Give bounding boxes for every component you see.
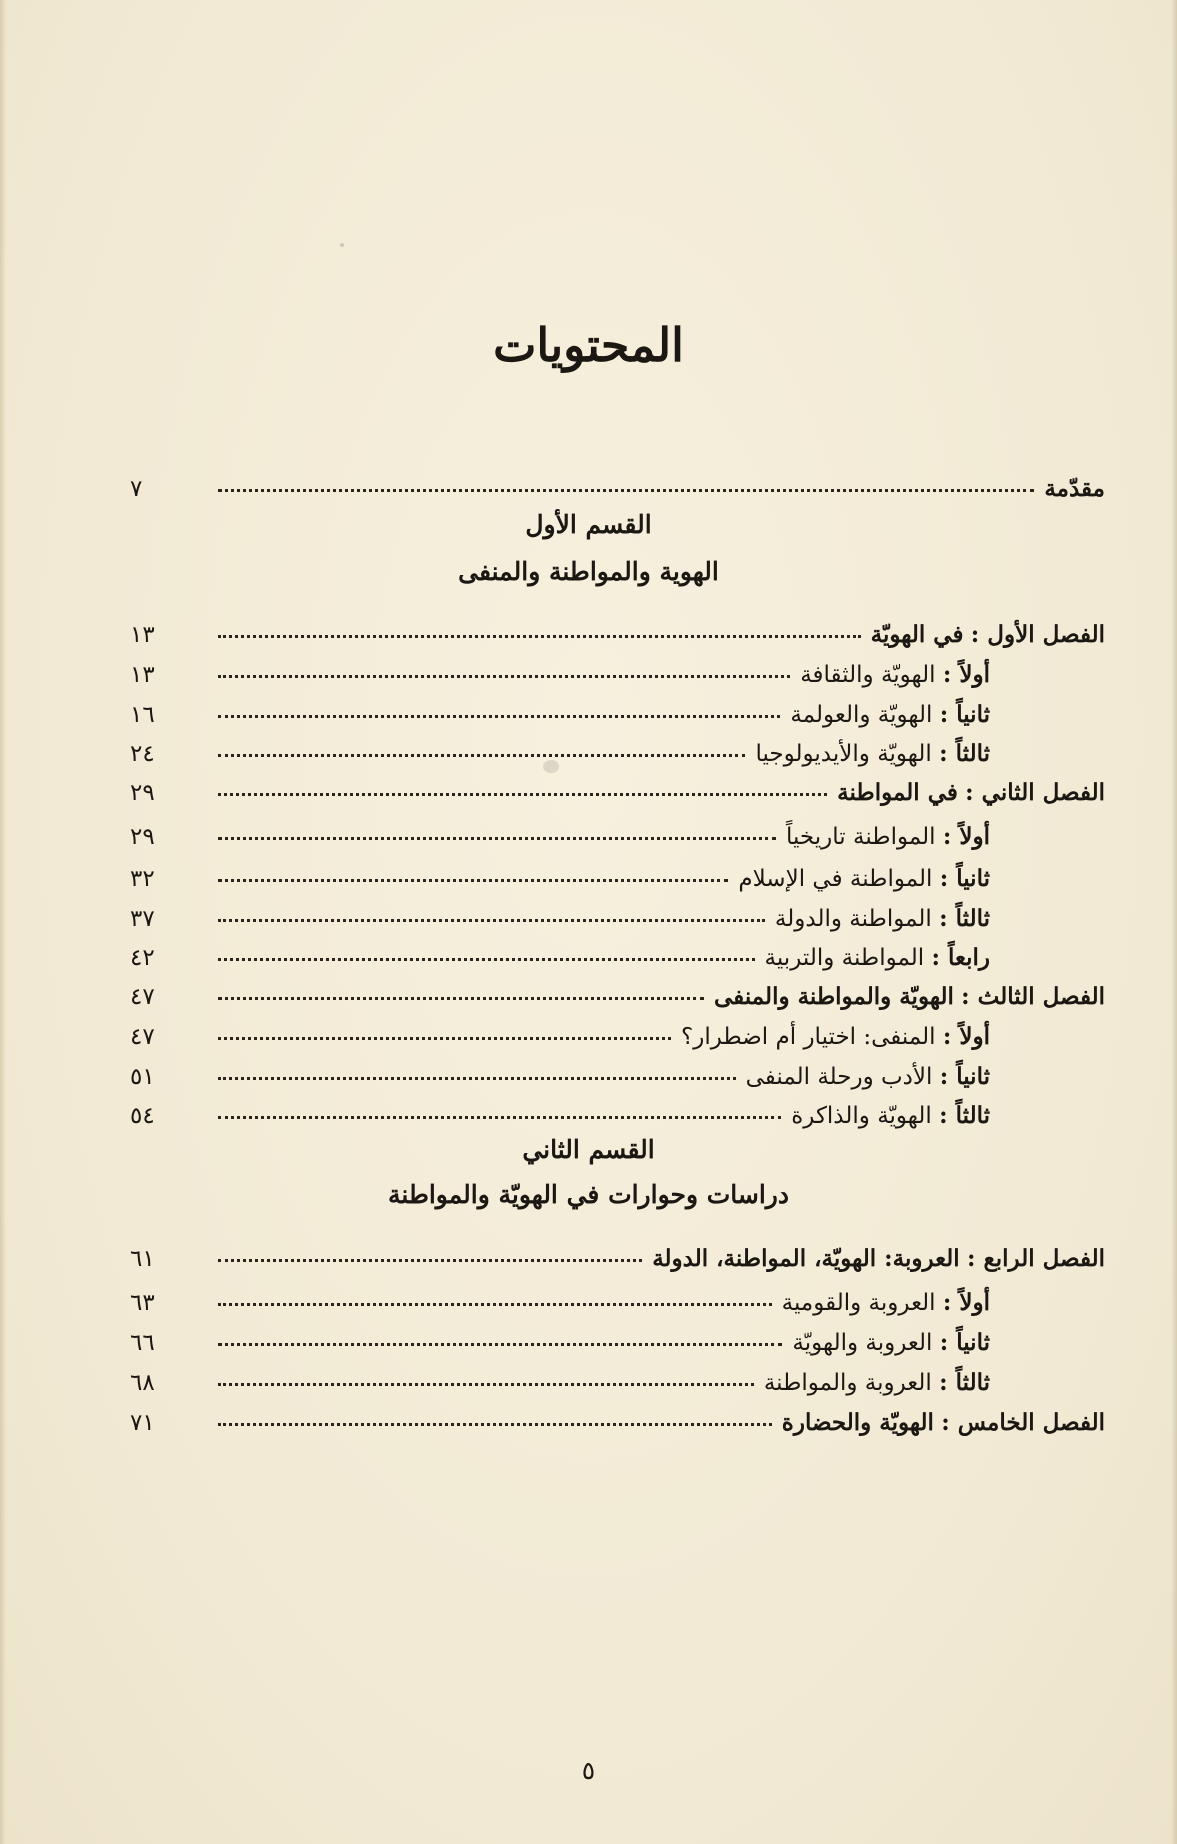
toc-entry-lead: الفصل الأول : (970, 621, 1105, 648)
toc-page-number: ٤٧ (130, 1024, 155, 1050)
toc-entry-lead: رابعاً : (931, 944, 990, 971)
toc-page-number: ٧١ (130, 1410, 155, 1436)
toc-entry-lead: ثانياً : (939, 865, 990, 892)
toc-entry-title: الهويّة والحضارة (781, 1409, 934, 1436)
toc-entry-title: الهويّة والذاكرة (791, 1103, 932, 1129)
toc-entry-lead: ثانياً : (939, 1329, 990, 1356)
toc-entry-title: الهويّة والعولمة (790, 702, 933, 728)
dot-leader (218, 792, 827, 796)
toc-entry-title: في المواطنة (837, 779, 958, 806)
toc-page-number: ٦٨ (130, 1370, 155, 1396)
dot-leader (218, 957, 755, 961)
toc-row-section[interactable] (130, 1276, 990, 1316)
toc-page-number: ٧ (130, 476, 143, 502)
toc-entry-title: الهويّة والأيديولوجيا (755, 741, 932, 767)
toc-page-number: ١٦ (130, 702, 155, 728)
toc-entry-lead: الفصل الثالث : (961, 983, 1105, 1010)
toc-row-section[interactable] (130, 1316, 990, 1356)
toc-row-intro[interactable] (130, 462, 1105, 502)
dot-leader (218, 1342, 782, 1346)
toc-entry-title: العروبة والقومية (781, 1290, 936, 1316)
toc-entry-text (681, 1023, 990, 1050)
page-title: المحتويات (493, 318, 684, 372)
toc-row-section[interactable] (130, 852, 990, 892)
toc-entry-lead: أولاً : (942, 1023, 990, 1050)
page-edge-left (0, 0, 6, 1844)
toc-entry-lead: ثالثاً : (939, 740, 990, 767)
toc-page-number: ٢٩ (130, 780, 155, 806)
toc-row-section[interactable] (130, 688, 990, 728)
dot-leader (218, 488, 1034, 492)
toc-entry-text (790, 701, 990, 728)
toc-entry-text (782, 1289, 990, 1316)
toc-entry-text (652, 1245, 1105, 1272)
dot-leader (218, 1036, 671, 1040)
dot-leader (218, 714, 780, 718)
toc-page-number: ٤٢ (130, 945, 155, 971)
toc-entry-title: الهويّة والثقافة (800, 662, 936, 688)
toc-row-section[interactable] (130, 727, 990, 767)
toc-entry-lead: ثالثاً : (939, 905, 990, 932)
toc-row-section[interactable] (130, 1356, 990, 1396)
toc-row-section[interactable] (130, 810, 990, 850)
toc-entry-lead: أولاً : (942, 661, 990, 688)
toc-page-number: ٦٦ (130, 1330, 155, 1356)
dot-leader (218, 1076, 736, 1080)
toc-entry-title: الأدب ورحلة المنفى (745, 1064, 933, 1090)
toc-entry-title: الهويّة والمواطنة والمنفى (714, 983, 954, 1010)
toc-entry-title: المواطنة تاريخياً (785, 824, 936, 850)
toc-entry-lead: ثالثاً : (939, 1369, 990, 1396)
toc-entry-text (746, 1063, 990, 1090)
dot-leader (218, 753, 745, 757)
toc-entry-lead: الفصل الثاني : (965, 779, 1105, 806)
toc-page-number: ١٣ (130, 622, 155, 648)
toc-entry-text (800, 661, 990, 688)
part-two-heading: القسم الثاني (522, 1135, 655, 1164)
toc-entry-title: المنفى: اختيار أم اضطرار؟ (681, 1024, 936, 1050)
paper-speck (340, 243, 344, 247)
toc-entry-lead: ثالثاً : (939, 1102, 990, 1129)
toc-entry-title: المواطنة والدولة (774, 906, 932, 932)
toc-entry-title: العروبة والمواطنة (763, 1370, 932, 1396)
toc-entry-title: المواطنة والتربية (764, 945, 925, 971)
toc-entry-lead: ثانياً : (939, 1063, 990, 1090)
part-one-heading: القسم الأول (525, 510, 652, 539)
toc-page-number: ١٣ (130, 662, 155, 688)
toc-entry-lead: أولاً : (942, 1289, 990, 1316)
toc-entry-text (786, 823, 990, 850)
toc-row-chapter[interactable] (130, 608, 1105, 648)
toc-page-number: ٣٧ (130, 906, 155, 932)
part-two-subtitle: دراسات وحوارات في الهويّة والمواطنة (388, 1180, 789, 1209)
dot-leader (218, 918, 765, 922)
toc-page-number: ٦١ (130, 1246, 155, 1272)
toc-page-number: ٣٢ (130, 866, 155, 892)
dot-leader (218, 674, 790, 678)
toc-row-section[interactable] (130, 1089, 990, 1129)
toc-page-number: ٢٩ (130, 824, 155, 850)
part-one-subtitle: الهوية والمواطنة والمنفى (458, 557, 719, 586)
toc-entry-text (714, 983, 1105, 1010)
toc-entry-text (791, 1102, 990, 1129)
toc-entry-text (871, 621, 1105, 648)
toc-entry-title: العروبة: الهويّة، المواطنة، الدولة (652, 1245, 960, 1272)
toc-page-number: ٥١ (130, 1064, 155, 1090)
dot-leader (218, 1382, 754, 1386)
page-number-footer: ٥ (581, 1756, 596, 1785)
toc-entry-text (782, 1409, 1105, 1436)
toc-row-section[interactable] (130, 931, 990, 971)
toc-entry-lead: ثانياً : (939, 701, 990, 728)
toc-entry-text (837, 779, 1105, 806)
toc-page-number: ٥٤ (130, 1103, 155, 1129)
toc-entry-title: العروبة والهويّة (792, 1330, 933, 1356)
toc-row-section[interactable] (130, 1010, 990, 1050)
toc-entry-lead: الفصل الرابع : (966, 1245, 1105, 1272)
dot-leader (218, 1302, 772, 1306)
toc-row-chapter[interactable] (130, 1396, 1105, 1436)
toc-entry-text (765, 944, 990, 971)
toc-entry-text (792, 1329, 990, 1356)
dot-leader (218, 1422, 772, 1426)
toc-row-section[interactable] (130, 892, 990, 932)
toc-entry-text: مقدّمة (1044, 475, 1105, 502)
toc-entry-lead: الفصل الخامس : (941, 1409, 1105, 1436)
toc-entry-text (738, 865, 990, 892)
toc-page-number: ٤٧ (130, 984, 155, 1010)
dot-leader (218, 1115, 781, 1119)
toc-entry-title: في الهويّة (870, 621, 964, 648)
toc-entry-text (755, 740, 990, 767)
toc-entry-text (775, 905, 990, 932)
toc-page-number: ٦٣ (130, 1290, 155, 1316)
toc-row-section[interactable] (130, 1050, 990, 1090)
dot-leader (218, 1258, 642, 1262)
dot-leader (218, 634, 861, 638)
toc-row-section[interactable] (130, 648, 990, 688)
dot-leader (218, 996, 704, 1000)
dot-leader (218, 878, 728, 882)
toc-row-chapter[interactable] (130, 1232, 1105, 1272)
toc-row-chapter[interactable] (130, 970, 1105, 1010)
toc-entry-lead: أولاً : (942, 823, 990, 850)
toc-entry-title: المواطنة في الإسلام (738, 866, 933, 892)
toc-page-number: ٢٤ (130, 741, 155, 767)
toc-entry-text (764, 1369, 990, 1396)
toc-row-chapter[interactable] (130, 766, 1105, 806)
page-edge-right (1171, 0, 1177, 1844)
dot-leader (218, 836, 776, 840)
